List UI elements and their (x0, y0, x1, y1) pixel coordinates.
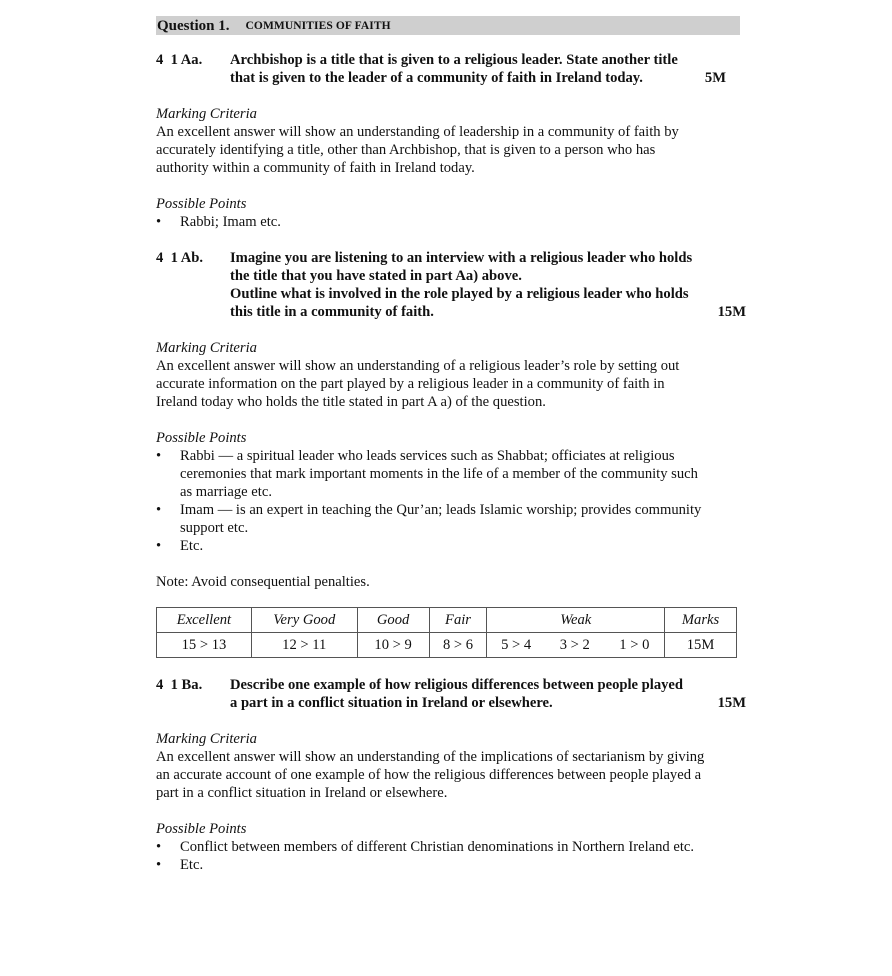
list-item: • Etc. (156, 537, 740, 555)
table-cell: 15 > 13 (157, 633, 252, 658)
question-line: this title in a community of faith. (230, 304, 434, 320)
marking-criteria-text: An excellent answer will show an understanding of leadership in a community of faith by accurately identifying a title, other than Archbishop, that is given to a person who has authority within a community of faith in Ireland today. (156, 124, 679, 176)
marking-criteria-heading: Marking Criteria (156, 106, 257, 122)
list-item: • Rabbi — a spiritual leader who leads services such as Shabbat; officiates at religious ceremonies that mark important moments in the life of a member of the community such as marriage etc. (156, 447, 740, 501)
column-header: Good (357, 608, 429, 633)
table-header-row (157, 608, 737, 633)
table-cell: 3 > 2 (545, 633, 605, 658)
possible-points-list (156, 213, 740, 231)
question-number: Question 1. (157, 17, 230, 34)
list-item: • Rabbi; Imam etc. (156, 213, 740, 231)
question-1aa (156, 51, 740, 87)
possible-points-list (156, 838, 740, 874)
marks-label: 15M (717, 695, 746, 711)
table-cell: 5 > 4 (487, 633, 545, 658)
list-item: • Imam — is an expert in teaching the Qur’an; leads Islamic worship; provides community support etc. (156, 501, 740, 537)
question-line: Imagine you are listening to an interview with a religious leader who holds (230, 250, 693, 266)
marking-criteria-heading: Marking Criteria (156, 731, 257, 747)
question-line: a part in a conflict situation in Ireland or elsewhere. (230, 695, 553, 711)
question-text (230, 249, 746, 321)
table-row (157, 633, 737, 658)
question-id: 4 1 Aa. (156, 52, 203, 68)
question-line: Describe one example of how religious differences between people played (230, 677, 684, 693)
column-header: Fair (429, 608, 487, 633)
table-cell: 15M (665, 633, 737, 658)
question-1ba (156, 676, 746, 712)
list-item: • Etc. (156, 856, 740, 874)
column-header: Weak (487, 608, 665, 633)
grade-table (156, 607, 737, 658)
marks-label: 15M (717, 304, 746, 320)
question-header-bar (156, 16, 740, 35)
question-1ab (156, 249, 746, 321)
table-cell: 10 > 9 (357, 633, 429, 658)
note-text: Note: Avoid consequential penalties. (156, 574, 370, 590)
question-topic: COMMUNITIES OF FAITH (245, 19, 391, 32)
possible-points-list (156, 447, 740, 555)
question-line: that is given to the leader of a community of faith in Ireland today. (230, 70, 643, 86)
table-cell: 8 > 6 (429, 633, 487, 658)
marking-criteria-heading: Marking Criteria (156, 340, 257, 356)
column-header: Very Good (251, 608, 357, 633)
possible-points-heading: Possible Points (156, 196, 247, 212)
column-header: Excellent (157, 608, 252, 633)
marks-label: 5M (704, 70, 726, 86)
question-line: Outline what is involved in the role played by a religious leader who holds (230, 286, 689, 302)
table-cell: 1 > 0 (605, 633, 665, 658)
possible-points-heading: Possible Points (156, 430, 247, 446)
table-cell: 12 > 11 (251, 633, 357, 658)
list-item: • Conflict between members of different Christian denominations in Northern Ireland etc. (156, 838, 740, 856)
marking-criteria-text: An excellent answer will show an understanding of a religious leader’s role by setting out accurate information on the part played by a religious leader in a community of faith in Ireland today who holds the title stated in part A a) of the question. (156, 358, 680, 410)
column-header: Marks (665, 608, 737, 633)
document-page (156, 16, 746, 874)
question-id: 4 1 Ab. (156, 250, 204, 266)
question-line: the title that you have stated in part Aa) above. (230, 268, 522, 284)
question-text (230, 676, 746, 712)
question-line: Archbishop is a title that is given to a religious leader. State another title (230, 52, 678, 68)
question-id: 4 1 Ba. (156, 677, 203, 693)
marking-criteria-text: An excellent answer will show an understanding of the implications of sectarianism by giving an accurate account of one example of how the religious differences between people played a part in a conflict situation in Ireland or elsewhere. (156, 749, 705, 801)
question-text (230, 51, 740, 87)
possible-points-heading: Possible Points (156, 821, 247, 837)
